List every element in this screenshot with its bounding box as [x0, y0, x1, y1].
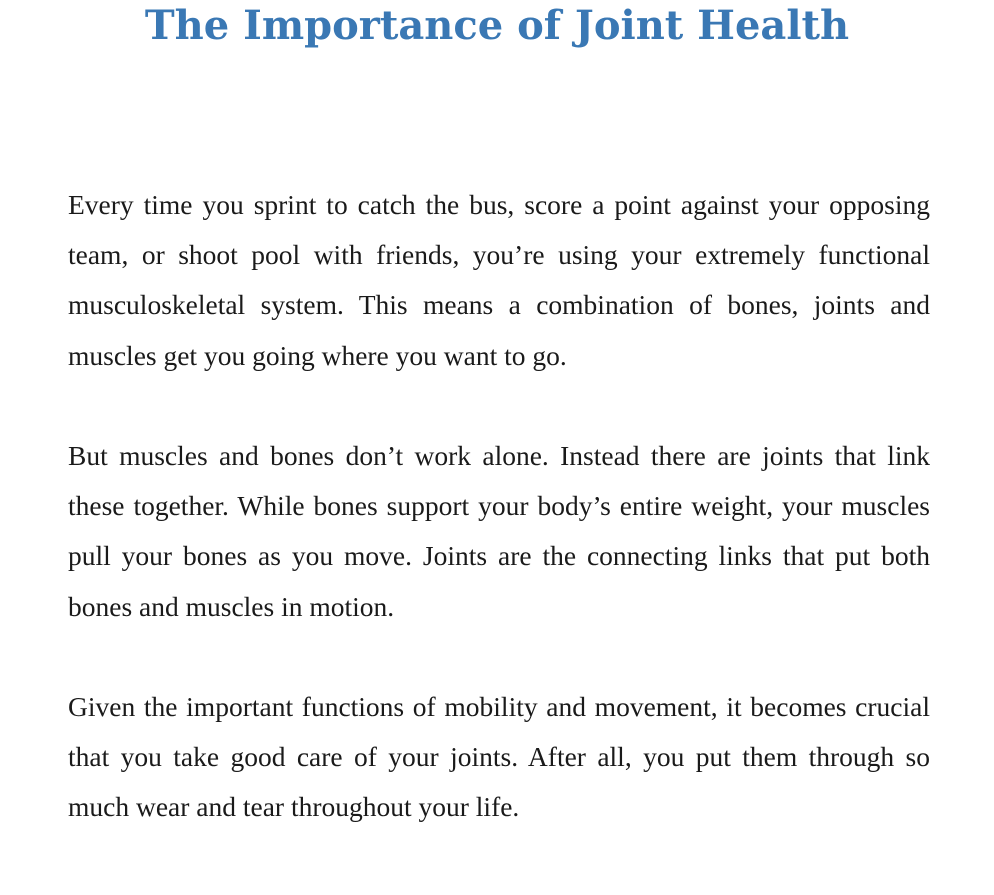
page-title: The Importance of Joint Health [144, 2, 850, 49]
document-body [68, 180, 930, 833]
paragraph-joint-care: Given the important functions of mobility and movement, it becomes crucial that you take good care of your joints. After all, you put them through so much wear and tear throughout your life. [68, 691, 930, 823]
paragraph-joints-link: But muscles and bones don’t work alone. Instead there are joints that link these together. While bones support your body’s entire weight, your muscles pull your bones as you move. Joints are the connecting links that put both bones and muscles in motion. [68, 440, 930, 622]
paragraph-musculoskeletal-system: Every time you sprint to catch the bus, score a point against your opposing team, or shoot pool with friends, you’re using your extremely functional musculoskeletal system. This means a combination of bones, joints and muscles get you going where you want to go. [68, 189, 930, 371]
